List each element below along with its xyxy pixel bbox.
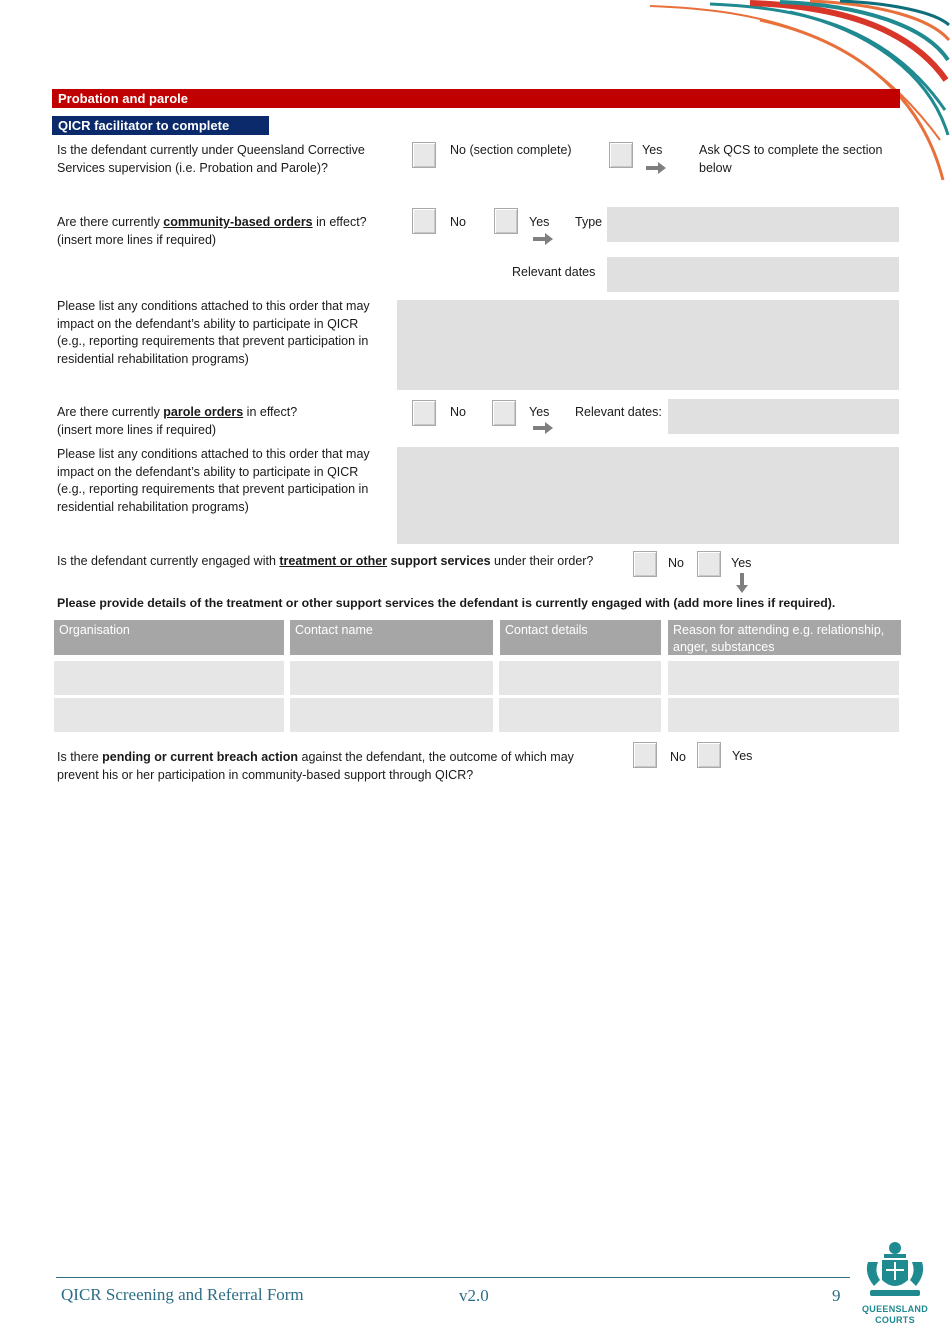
footer-title: QICR Screening and Referral Form [61,1285,304,1304]
footer-page-number: 9 [832,1286,841,1305]
q2-conditions-field[interactable] [397,300,899,390]
q3-text: Are there currently parole orders in effect? (insert more lines if required) [57,405,298,437]
arrow-right-icon [533,233,553,245]
logo-text-queensland: QUEENSLAND [861,1304,928,1314]
section-title: Probation and parole [52,89,900,108]
q4-no-label: No [668,556,684,570]
arrow-right-icon [646,162,666,174]
q3-conditions-field[interactable] [397,447,899,544]
q3-yes-checkbox[interactable] [492,400,516,426]
q1-text: Is the defendant currently under Queensland Corrective Services supervision (i.e. Probation and Parole)? [57,143,365,175]
table-cell[interactable] [290,698,493,732]
table-cell[interactable] [290,661,493,695]
q1-note: Ask QCS to complete the section below [699,143,883,175]
q2-text: Are there currently community-based orders in effect? (insert more lines if required) [57,215,367,247]
q2-dates-field[interactable] [607,257,899,292]
arrow-down-icon [736,573,748,593]
table-cell[interactable] [668,698,899,732]
q2-yes-checkbox[interactable] [494,208,518,234]
q3-no-checkbox[interactable] [412,400,436,426]
q4-text: Is the defendant currently engaged with treatment or other support services under their order? [57,554,594,568]
section-subtitle: QICR facilitator to complete [52,116,269,135]
treatment-link: treatment or other [279,554,388,568]
q1-no-label: No (section complete) [450,143,572,157]
footer-version: v2.0 [459,1286,489,1305]
table-header-organisation: Organisation [54,620,284,655]
q3-dates-label: Relevant dates: [575,405,662,419]
q5-text: Is there pending or current breach action against the defendant, the outcome of which may prevent his or her participation in community-based support through QICR? [57,750,574,782]
queensland-courts-crest-icon [862,1240,928,1302]
q2-yes-label: Yes [529,215,550,229]
table-cell[interactable] [668,661,899,695]
table-cell[interactable] [54,661,284,695]
q3-no-label: No [450,405,466,419]
q3-dates-field[interactable] [668,399,899,434]
q2-no-checkbox[interactable] [412,208,436,234]
q1-yes-label: Yes [642,143,663,157]
q5-no-checkbox[interactable] [633,742,657,768]
table-cell[interactable] [499,698,661,732]
q5-yes-checkbox[interactable] [697,742,721,768]
table-header-reason: Reason for attending e.g. relationship, anger, substances [668,620,901,655]
q5-no-label: No [670,750,686,764]
q4-yes-checkbox[interactable] [697,551,721,577]
arrow-right-icon [533,422,553,434]
table-cell[interactable] [499,661,661,695]
q2-type-label: Type [575,215,603,229]
logo-text-courts: COURTS [875,1315,915,1325]
q3-yes-label: Yes [529,405,550,419]
table-cell[interactable] [54,698,284,732]
q2-type-field[interactable] [607,207,899,242]
q2-conditions-text: Please list any conditions attached to this order that may impact on the defendant’s ability to participate in QICR (e.g., reporting requirements that prevent participation in residential rehabilitation programs) [57,299,370,366]
details-heading: Please provide details of the treatment or other support services the defendant is currently engaged with (add more lines if required). [57,596,836,610]
q4-no-checkbox[interactable] [633,551,657,577]
q3-conditions-text: Please list any conditions attached to this order that may impact on the defendant’s ability to participate in QICR (e.g., reporting requirements that prevent participation in residential rehabilitation programs) [57,447,370,514]
community-based-orders-link: community-based orders [163,215,313,229]
footer-rule [56,1277,850,1278]
q1-no-checkbox[interactable] [412,142,436,168]
q5-yes-label: Yes [732,749,753,763]
table-header-contact-details: Contact details [500,620,661,655]
q1-yes-checkbox[interactable] [609,142,633,168]
q2-dates-label: Relevant dates [512,265,596,279]
q2-no-label: No [450,215,466,229]
parole-orders-link: parole orders [163,405,244,419]
table-header-contact-name: Contact name [290,620,493,655]
q4-yes-label: Yes [731,556,752,570]
